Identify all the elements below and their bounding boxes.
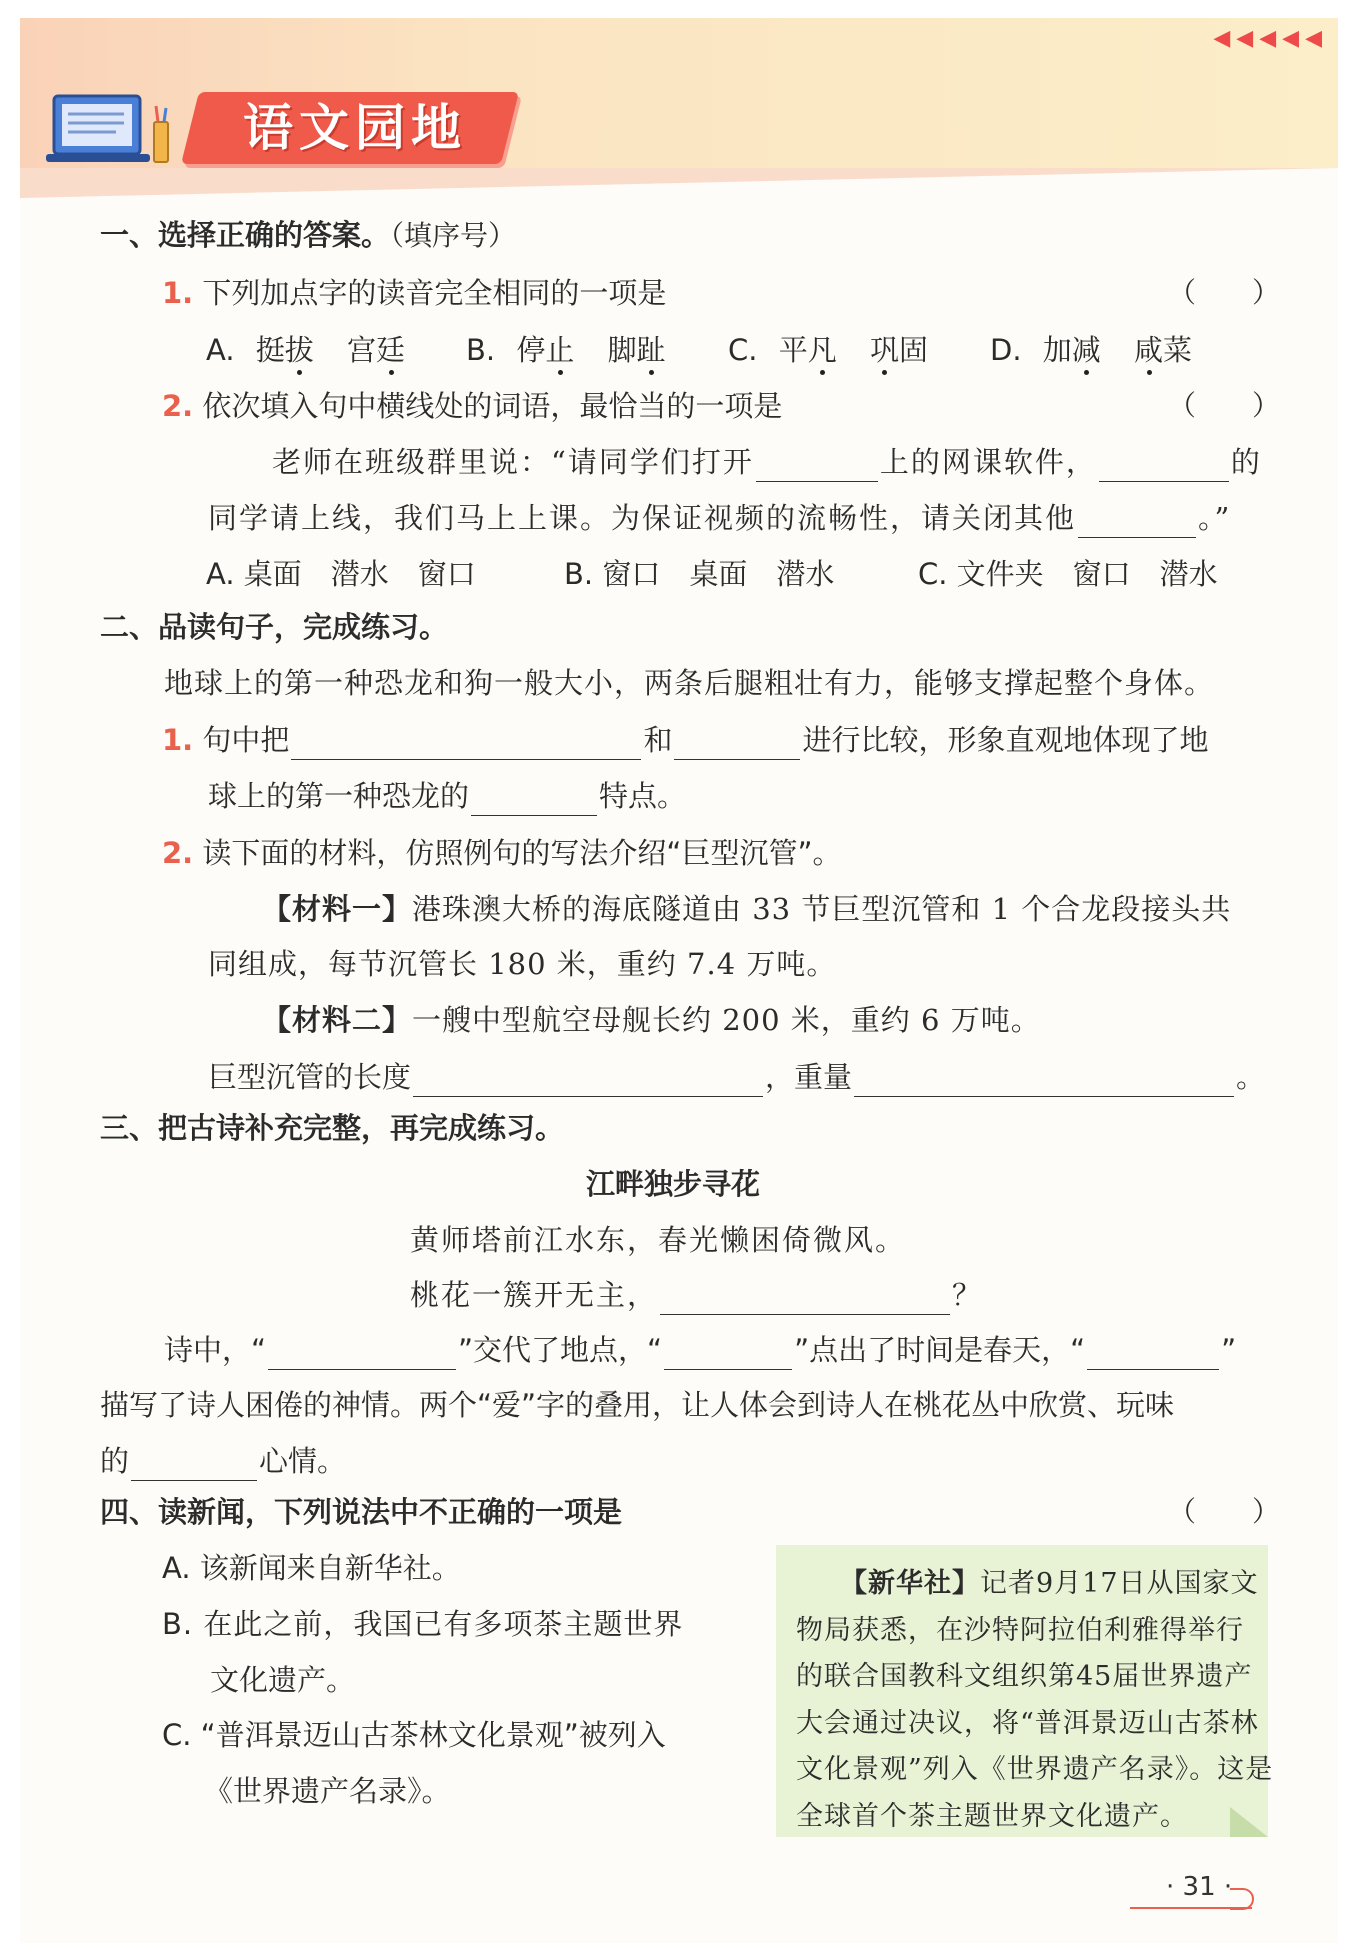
news-text: 记者9月17日从国家文	[980, 1568, 1259, 1599]
q2-2-stem	[162, 833, 841, 873]
question-text: 诗中，“	[164, 1333, 267, 1367]
blank-place[interactable]	[268, 1339, 456, 1370]
poem-line1: 黄师塔前江水东，春光懒困倚微风。	[410, 1223, 907, 1257]
news-line6: 全球首个茶主题世界文化遗产。	[796, 1801, 1188, 1832]
section4-option-a[interactable]: A. 该新闻来自新华社。	[162, 1551, 461, 1585]
news-line2: 物局获悉，在沙特阿拉伯利雅得举行	[796, 1615, 1244, 1646]
q1-2-number: 2.	[162, 389, 194, 423]
blank-3[interactable]	[1078, 507, 1196, 538]
q1-2-answer-paren[interactable]: （ ）	[1168, 389, 1281, 422]
q2-1-number: 1.	[162, 723, 194, 757]
blank-mood[interactable]	[1087, 1339, 1219, 1370]
q1-2-option-b[interactable]: B. 窗口 桌面 潜水	[564, 557, 835, 591]
news-line5: 文化景观”列入《世界遗产名录》。这是	[796, 1754, 1274, 1785]
q1-1-option-d[interactable]	[990, 330, 1192, 370]
blank-compare-1[interactable]	[291, 729, 641, 760]
question-text: ”点出了时间是春天，“	[794, 1333, 1086, 1367]
q1-2-passage-line1	[272, 442, 1262, 482]
blank-2[interactable]	[1099, 451, 1229, 482]
passage-text: 上的网课软件，	[879, 445, 1097, 479]
material1-line1	[262, 889, 1231, 929]
news-source-label: 【新华社】	[840, 1568, 980, 1599]
blank-feature[interactable]	[471, 785, 597, 816]
section3-heading: 三、把古诗补充完整，再完成练习。	[100, 1111, 565, 1145]
section3-q-line1	[164, 1330, 1236, 1370]
news-box-fold	[1230, 1807, 1268, 1837]
q2-2-number: 2.	[162, 836, 194, 870]
q1-1-option-b[interactable]	[466, 330, 666, 370]
section4-heading: 四、读新闻，下列说法中不正确的一项是	[100, 1495, 623, 1529]
blank-1[interactable]	[756, 451, 878, 482]
section4-option-c-cont: 《世界遗产名录》。	[204, 1774, 451, 1808]
material2-line	[262, 1000, 1041, 1040]
option-b-label: B.	[466, 333, 496, 367]
laptop-icon	[46, 92, 176, 166]
blank-feeling[interactable]	[131, 1450, 257, 1481]
passage-text: 老师在班级群里说：“请同学们打开	[272, 445, 754, 479]
option-d-word1: 加减	[1042, 333, 1101, 367]
page-number: · 31 ·	[1166, 1872, 1233, 1902]
q1-2-text: 依次填入句中横线处的词语，最恰当的一项是	[202, 389, 783, 423]
passage-text: 。”	[1198, 501, 1232, 535]
option-a-word2: 宫廷	[347, 333, 406, 367]
question-text: 读下面的材料，仿照例句的写法介绍“巨型沉管”。	[202, 836, 842, 870]
section4-option-c[interactable]: C. “普洱景迈山古茶林文化景观”被列入	[162, 1718, 666, 1752]
question-text: 特点。	[599, 779, 687, 813]
q1-1-option-a[interactable]	[206, 330, 405, 370]
blank-length[interactable]	[413, 1066, 763, 1097]
section1-heading-text: 一、选择正确的答案。	[100, 218, 391, 252]
material2-label: 【材料二】	[262, 1003, 413, 1037]
news-line3: 的联合国教科文组织第45届世界遗产	[796, 1661, 1253, 1692]
option-a-label: A.	[206, 333, 235, 367]
arrow-decoration-icon: ◀◀◀◀◀	[1213, 26, 1328, 51]
q1-2-passage-line2	[208, 498, 1231, 538]
q2-1-line2	[208, 776, 686, 816]
question-text: ”	[1221, 1333, 1237, 1367]
section2-heading: 二、品读句子，完成练习。	[100, 610, 449, 644]
question-text: 心情。	[259, 1444, 347, 1478]
q2-1-line1	[162, 720, 1208, 760]
option-c-label: C.	[728, 333, 758, 367]
blank-compare-2[interactable]	[674, 729, 800, 760]
question-text: ”交代了地点，“	[458, 1333, 663, 1367]
blank-time[interactable]	[664, 1339, 792, 1370]
section4-option-b[interactable]: B. 在此之前，我国已有多项茶主题世界	[162, 1607, 684, 1641]
news-line1	[840, 1564, 1259, 1604]
header-shadow	[20, 168, 1338, 198]
poem-line2	[410, 1275, 983, 1315]
q1-2-option-a[interactable]: A. 桌面 潜水 窗口	[206, 557, 476, 591]
q1-1-stem	[162, 273, 666, 313]
option-a-word1: 挺拔	[255, 333, 314, 367]
material1-text: 港珠澳大桥的海底隧道由 33 节巨型沉管和 1 个合龙段接头共	[412, 892, 1232, 926]
section3-q-line2: 描写了诗人困倦的神情。两个“爱”字的叠用，让人体会到诗人在桃花丛中欣赏、玩味	[100, 1388, 1175, 1422]
option-c-word1: 平凡	[778, 333, 837, 367]
q1-2-stem	[162, 386, 782, 426]
answer-text: 巨型沉管的长度	[208, 1060, 412, 1094]
q1-2-option-c[interactable]: C. 文件夹 窗口 潜水	[918, 557, 1218, 591]
q1-1-text: 下列加点字的读音完全相同的一项是	[202, 276, 667, 310]
question-text: 进行比较，形象直观地体现了地	[802, 723, 1209, 757]
section4-option-b-cont: 文化遗产。	[210, 1663, 356, 1697]
question-text: 和	[643, 723, 673, 757]
section3-q-line3	[100, 1441, 346, 1481]
q1-1-answer-paren[interactable]: （ ）	[1168, 276, 1281, 309]
option-d-label: D.	[990, 333, 1022, 367]
section4-answer-paren[interactable]: （ ）	[1168, 1495, 1281, 1528]
question-text: 句中把	[202, 723, 290, 757]
page-title: 语文园地	[243, 99, 467, 157]
question-text: 球上的第一种恐龙的	[208, 779, 470, 813]
blank-weight[interactable]	[854, 1066, 1234, 1097]
q1-1-number: 1.	[162, 276, 194, 310]
material2-text: 一艘中型航空母舰长约 200 米，重约 6 万吨。	[412, 1003, 1041, 1037]
q1-1-option-c[interactable]	[728, 330, 928, 370]
material1-label: 【材料一】	[262, 892, 413, 926]
option-d-word2: 咸菜	[1134, 333, 1193, 367]
option-b-word2: 脚趾	[607, 333, 666, 367]
blank-poem[interactable]	[660, 1284, 950, 1315]
material1-line2: 同组成，每节沉管长 180 米，重约 7.4 万吨。	[208, 947, 837, 981]
poem-text: ？	[952, 1278, 984, 1312]
page-corner-icon	[1230, 1888, 1254, 1910]
answer-text: ，重量	[765, 1060, 853, 1094]
passage-text: 的	[1230, 445, 1262, 479]
passage-text: 同学请上线，我们马上上课。为保证视频的流畅性，请关闭其他	[208, 501, 1077, 535]
poem-title: 江畔独步寻花	[586, 1167, 761, 1201]
option-c-word2: 巩固	[869, 333, 928, 367]
section1-heading	[100, 215, 516, 256]
news-line4: 大会通过决议，将“普洱景迈山古茶林	[796, 1708, 1259, 1739]
option-b-word1: 停止	[516, 333, 575, 367]
section2-sentence: 地球上的第一种恐龙和狗一般大小，两条后腿粗壮有力，能够支撑起整个身体。	[164, 666, 1215, 700]
question-text: 的	[100, 1444, 130, 1478]
answer-text: 。	[1236, 1060, 1266, 1094]
section1-heading-note: （填序号）	[390, 219, 517, 252]
poem-text: 桃花一簇开无主，	[410, 1278, 659, 1312]
q2-2-answer-line	[208, 1057, 1265, 1097]
